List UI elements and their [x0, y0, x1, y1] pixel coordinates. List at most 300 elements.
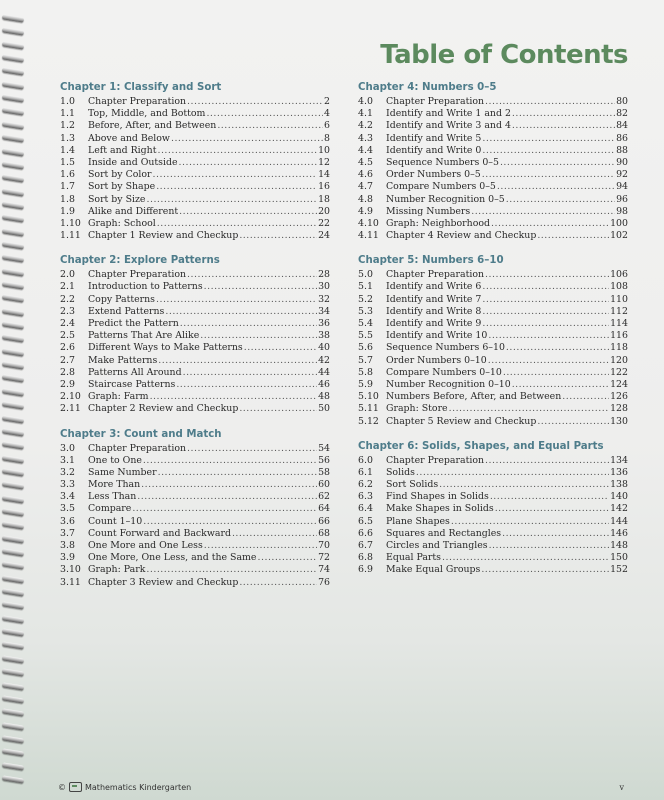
toc-entry [60, 206, 330, 218]
lesson-number: 2.0 [60, 269, 75, 281]
spiral-coil [2, 348, 25, 356]
dot-leader [179, 206, 317, 218]
lesson-title: Sequence Numbers 6–10 [386, 342, 505, 354]
lesson-number: 6.8 [358, 552, 373, 564]
toc-entry [358, 516, 628, 528]
dot-leader [562, 391, 609, 403]
lesson-title: Circles and Triangles [386, 540, 488, 551]
page-ref: 146 [610, 527, 628, 539]
spiral-coil [2, 134, 25, 142]
lesson-title: Staircase Patterns [88, 378, 176, 390]
spiral-coil [2, 401, 25, 409]
dot-leader [200, 330, 317, 342]
lesson-number: 1.6 [60, 169, 75, 181]
lesson-number: 4.6 [358, 169, 373, 181]
spiral-coil [2, 548, 25, 556]
spiral-coil [2, 108, 25, 116]
spiral-coil [2, 148, 25, 156]
toc-entry [60, 281, 330, 293]
toc-entry [60, 391, 330, 403]
lesson-number: 5.6 [358, 342, 373, 354]
page-ref: 44 [318, 366, 330, 378]
lesson-title: Patterns That Are Alike [88, 330, 200, 342]
page-ref: 100 [610, 217, 628, 229]
lesson-number: 1.5 [60, 156, 75, 168]
page-ref: 60 [318, 479, 330, 491]
lesson-number: 5.4 [358, 318, 373, 329]
page-ref: 86 [616, 132, 628, 144]
toc-entry [60, 503, 330, 515]
lesson-number: 6.5 [358, 515, 373, 527]
dot-leader [143, 516, 317, 528]
spiral-binding [0, 0, 36, 800]
spiral-coil [2, 161, 25, 169]
toc-entry [358, 416, 628, 428]
toc-entry [60, 145, 330, 157]
lesson-title: Chapter Preparation [88, 269, 187, 281]
page-ref: 148 [610, 540, 628, 551]
spiral-coil [2, 522, 25, 530]
lesson-number: 6.1 [358, 466, 373, 478]
spiral-coil [2, 575, 25, 583]
toc-entry [358, 206, 628, 218]
page-ref: 48 [318, 391, 330, 403]
lesson-number: 2.11 [60, 403, 81, 415]
page-ref: 90 [616, 156, 628, 168]
toc-entry [60, 169, 330, 181]
lesson-title: Chapter Preparation [88, 96, 187, 107]
page-ref: 84 [616, 120, 628, 132]
spiral-coil [2, 41, 25, 49]
lesson-number: 1.2 [60, 120, 75, 132]
lesson-number: 4.3 [358, 132, 373, 144]
page-ref: 122 [610, 366, 628, 378]
lesson-title: Make Equal Groups [386, 564, 481, 576]
lesson-title: Introduction to Patterns [88, 281, 203, 293]
dot-leader [490, 491, 609, 503]
spiral-coil [2, 722, 25, 730]
dot-leader [495, 503, 609, 515]
book-logo-icon [69, 782, 82, 792]
lesson-title: Number Recognition 0–10 [386, 378, 511, 390]
spiral-coil [2, 54, 25, 62]
spiral-coil [2, 588, 25, 596]
dot-leader [232, 528, 317, 540]
toc-entry [60, 367, 330, 379]
toc-entry [60, 540, 330, 552]
lesson-title: Compare Numbers 0–10 [386, 366, 502, 378]
dot-leader [451, 516, 609, 528]
dot-leader [482, 145, 615, 157]
spiral-coil [2, 228, 25, 236]
lesson-title: Chapter 3 Review and Checkup [88, 576, 239, 588]
dot-leader [156, 181, 317, 193]
dot-leader [506, 194, 615, 206]
lesson-number: 1.10 [60, 217, 81, 229]
lesson-title: Same Number [88, 466, 157, 478]
lesson-title: Graph: School [88, 217, 156, 229]
toc-entry [60, 306, 330, 318]
dot-leader [171, 133, 323, 145]
lesson-number: 3.5 [60, 503, 75, 515]
lesson-number: 2.5 [60, 330, 75, 342]
lesson-title: Make Shapes in Solids [386, 503, 494, 515]
page-ref: 74 [318, 564, 330, 576]
page-ref: 72 [318, 552, 330, 564]
lesson-number: 4.10 [358, 217, 379, 229]
page-ref: 4 [324, 108, 330, 120]
lesson-number: 2.4 [60, 318, 75, 329]
toc-entry [60, 318, 330, 330]
toc-entry [358, 230, 628, 242]
spiral-coil [2, 375, 25, 383]
lesson-number: 1.0 [60, 96, 75, 107]
toc-entry [60, 230, 330, 242]
chapter-heading: Chapter 6: Solids, Shapes, and Equal Parts [358, 440, 604, 452]
page-ref: 96 [616, 193, 628, 205]
lesson-title: Chapter 4 Review and Checkup [386, 230, 537, 242]
lesson-title: Sequence Numbers 0–5 [386, 156, 499, 168]
spiral-coil [2, 281, 25, 289]
dot-leader [482, 281, 609, 293]
toc-entry [60, 108, 330, 120]
dot-leader [471, 206, 615, 218]
page-ref: 80 [616, 96, 628, 107]
lesson-title: Predict the Pattern [88, 318, 179, 329]
toc-entry [358, 194, 628, 206]
lesson-title: Count Forward and Backward [88, 527, 231, 539]
lesson-number: 2.8 [60, 366, 75, 378]
toc-entry [358, 157, 628, 169]
toc-entry [60, 269, 330, 281]
spiral-coil [2, 255, 25, 263]
spiral-coil [2, 415, 25, 423]
lesson-number: 6.4 [358, 503, 373, 515]
dot-leader [502, 528, 609, 540]
spiral-coil [2, 508, 25, 516]
toc-entry [60, 330, 330, 342]
page-ref: 134 [610, 454, 628, 466]
toc-entry [60, 577, 330, 589]
lesson-number: 2.7 [60, 354, 75, 366]
spiral-coil [2, 762, 25, 770]
dot-leader [146, 564, 317, 576]
spiral-coil [2, 388, 25, 396]
lesson-title: Sort by Shape [88, 181, 156, 193]
chapter-section [358, 440, 628, 577]
chapter-section [60, 254, 330, 415]
page-ref: 10 [318, 144, 330, 156]
page-ref: 112 [610, 305, 628, 317]
spiral-coil [2, 468, 25, 476]
lesson-number: 6.6 [358, 527, 373, 539]
page-ref: 128 [610, 403, 628, 415]
toc-entry [60, 528, 330, 540]
dot-leader [244, 342, 317, 354]
lesson-number: 4.9 [358, 205, 373, 217]
dot-leader [506, 342, 609, 354]
lesson-title: One to One [88, 454, 142, 466]
lesson-number: 5.9 [358, 378, 373, 390]
lesson-title: Patterns All Around [88, 366, 182, 378]
lesson-number: 3.2 [60, 466, 75, 478]
dot-leader [153, 169, 318, 181]
toc-entry [60, 552, 330, 564]
page-ref: 98 [616, 205, 628, 217]
dot-leader [482, 169, 615, 181]
lesson-title: Number Recognition 0–5 [386, 193, 505, 205]
page-ref: 68 [318, 527, 330, 539]
toc-entry [60, 194, 330, 206]
dot-leader [482, 318, 609, 330]
dot-leader [146, 194, 317, 206]
dot-leader [239, 577, 317, 589]
toc-entry [60, 455, 330, 467]
lesson-title: Different Ways to Make Patterns [88, 342, 243, 354]
lesson-title: Chapter Preparation [88, 442, 187, 454]
toc-entry [358, 367, 628, 379]
page-ref: 66 [318, 515, 330, 527]
lesson-number: 4.4 [358, 144, 373, 156]
spiral-coil [2, 482, 25, 490]
toc-entry [358, 330, 628, 342]
toc-entry [60, 120, 330, 132]
page-ref: 92 [616, 169, 628, 181]
page-ref: 38 [318, 330, 330, 342]
page-ref: 40 [318, 342, 330, 354]
lesson-number: 5.3 [358, 305, 373, 317]
toc-entry [358, 540, 628, 552]
page-ref: 108 [610, 281, 628, 293]
spiral-coil [2, 682, 25, 690]
dot-leader [158, 467, 317, 479]
lesson-title: Identify and Write 0 [386, 144, 482, 156]
spiral-coil [2, 201, 25, 209]
dot-leader [165, 306, 317, 318]
lesson-title: Identify and Write 8 [386, 305, 482, 317]
page-ref: 2 [324, 96, 330, 107]
lesson-number: 5.12 [358, 415, 379, 427]
page-ref: 144 [610, 515, 628, 527]
page-ref: 64 [318, 503, 330, 515]
lesson-number: 3.1 [60, 454, 75, 466]
lesson-title: Missing Numbers [386, 205, 471, 217]
toc-entry [60, 467, 330, 479]
chapter-heading: Chapter 5: Numbers 6–10 [358, 255, 504, 267]
toc-entry [358, 145, 628, 157]
lesson-title: Chapter 1 Review and Checkup [88, 230, 239, 242]
lesson-number: 1.9 [60, 205, 75, 217]
dot-leader [488, 330, 609, 342]
toc-entry [358, 391, 628, 403]
lesson-number: 5.7 [358, 354, 373, 366]
lesson-number: 3.4 [60, 491, 75, 503]
lesson-number: 3.8 [60, 540, 75, 551]
toc-entry [358, 564, 628, 576]
dot-leader [239, 403, 317, 415]
footer [58, 782, 191, 792]
lesson-number: 5.1 [358, 281, 373, 293]
lesson-number: 4.5 [358, 156, 373, 168]
lesson-title: Identify and Write 10 [386, 330, 488, 342]
spiral-coil [2, 441, 25, 449]
toc-entry [358, 503, 628, 515]
lesson-number: 6.7 [358, 540, 373, 551]
lesson-title: Identify and Write 5 [386, 132, 482, 144]
toc-entry [358, 467, 628, 479]
lesson-number: 5.0 [358, 269, 373, 281]
spiral-coil [2, 602, 25, 610]
lesson-number: 6.3 [358, 491, 373, 503]
dot-leader [416, 467, 609, 479]
spiral-coil [2, 174, 25, 182]
dot-leader [150, 391, 317, 403]
dot-leader [439, 479, 609, 491]
page-ref: 42 [318, 354, 330, 366]
page-ref: 70 [318, 540, 330, 551]
page-ref: 8 [324, 132, 330, 144]
dot-leader [489, 540, 610, 552]
lesson-title: Identify and Write 7 [386, 293, 482, 305]
lesson-title: Find Shapes in Solids [386, 491, 489, 503]
lesson-title: Inside and Outside [88, 156, 178, 168]
lesson-number: 3.0 [60, 442, 75, 454]
dot-leader [449, 403, 609, 415]
spiral-coil [2, 68, 25, 76]
spiral-coil [2, 655, 25, 663]
spiral-coil [2, 215, 25, 223]
dot-leader [481, 564, 609, 576]
chapter-section [60, 428, 330, 589]
lesson-number: 6.0 [358, 454, 373, 466]
lesson-number: 3.10 [60, 564, 81, 576]
page-ref: 58 [318, 466, 330, 478]
page-ref: 110 [610, 293, 628, 305]
toc-entry [60, 355, 330, 367]
toc-entry [60, 379, 330, 391]
spiral-coil [2, 695, 25, 703]
dot-leader [442, 552, 609, 564]
page-ref: 32 [318, 293, 330, 305]
page-ref: 36 [318, 318, 330, 329]
toc-entry [358, 528, 628, 540]
dot-leader [537, 230, 609, 242]
dot-leader [512, 379, 609, 391]
dot-leader [204, 540, 317, 552]
toc-entry [358, 181, 628, 193]
dot-leader [258, 552, 318, 564]
lesson-title: Graph: Store [386, 403, 448, 415]
lesson-title: Equal Parts [386, 552, 441, 564]
lesson-number: 5.8 [358, 366, 373, 378]
spiral-coil [2, 562, 25, 570]
dot-leader [512, 120, 615, 132]
toc-entry [60, 294, 330, 306]
page-ref: 88 [616, 144, 628, 156]
page-ref: 150 [610, 552, 628, 564]
spiral-coil [2, 735, 25, 743]
lesson-title: One More, One Less, and the Same [88, 552, 257, 564]
spiral-coil [2, 188, 25, 196]
toc-entry [358, 491, 628, 503]
dot-leader [497, 181, 615, 193]
page-ref: 22 [318, 217, 330, 229]
lesson-number: 4.1 [358, 108, 373, 120]
lesson-number: 2.9 [60, 378, 75, 390]
chapter-section [60, 81, 330, 242]
toc-entry [358, 455, 628, 467]
chapter-section [358, 81, 628, 242]
toc-entry [358, 479, 628, 491]
dot-leader [206, 108, 323, 120]
toc-entry [60, 133, 330, 145]
page-ref: 152 [610, 564, 628, 576]
page-ref: 16 [318, 181, 330, 193]
lesson-number: 3.7 [60, 527, 75, 539]
lesson-number: 1.7 [60, 181, 75, 193]
spiral-coil [2, 668, 25, 676]
page-ref: 120 [610, 354, 628, 366]
spiral-coil [2, 615, 25, 623]
toc-entry [60, 564, 330, 576]
page-ref: 82 [616, 108, 628, 120]
lesson-number: 1.1 [60, 108, 75, 120]
lesson-title: Graph: Park [88, 564, 146, 576]
spiral-coil [2, 241, 25, 249]
spiral-coil [2, 335, 25, 343]
dot-leader [179, 157, 318, 169]
lesson-title: Alike and Different [88, 205, 179, 217]
lesson-number: 4.2 [358, 120, 373, 132]
lesson-title: Identify and Write 9 [386, 318, 482, 329]
spiral-coil [2, 495, 25, 503]
toc-entry [60, 181, 330, 193]
lesson-number: 1.8 [60, 193, 75, 205]
lesson-title: Count 1–10 [88, 515, 143, 527]
chapter-heading: Chapter 2: Explore Patterns [60, 255, 220, 267]
dot-leader [482, 294, 609, 306]
spiral-coil [2, 708, 25, 716]
page-ref: 116 [610, 330, 628, 342]
dot-leader [187, 269, 317, 281]
spiral-coil [2, 642, 25, 650]
dot-leader [156, 294, 317, 306]
lesson-title: Graph: Neighborhood [386, 217, 490, 229]
toc-entry [358, 169, 628, 181]
page-ref: 20 [318, 205, 330, 217]
lesson-title: Compare Numbers 0–5 [386, 181, 496, 193]
dot-leader [132, 503, 317, 515]
page-ref: 56 [318, 454, 330, 466]
page-ref: 76 [318, 576, 330, 588]
toc-entry [60, 342, 330, 354]
copyright-symbol: © [58, 782, 66, 792]
lesson-number: 4.7 [358, 181, 373, 193]
toc-entry [358, 133, 628, 145]
dot-leader [180, 318, 317, 330]
dot-leader [485, 96, 615, 108]
spiral-coil [2, 14, 25, 22]
lesson-number: 4.0 [358, 96, 373, 107]
page-ref: 142 [610, 503, 628, 515]
lesson-number: 3.9 [60, 552, 75, 564]
toc-entry [60, 443, 330, 455]
dot-leader [482, 133, 615, 145]
lesson-title: Numbers Before, After, and Between [386, 391, 562, 403]
lesson-number: 3.6 [60, 515, 75, 527]
lesson-title: Chapter Preparation [386, 96, 485, 107]
lesson-title: Above and Below [88, 132, 170, 144]
